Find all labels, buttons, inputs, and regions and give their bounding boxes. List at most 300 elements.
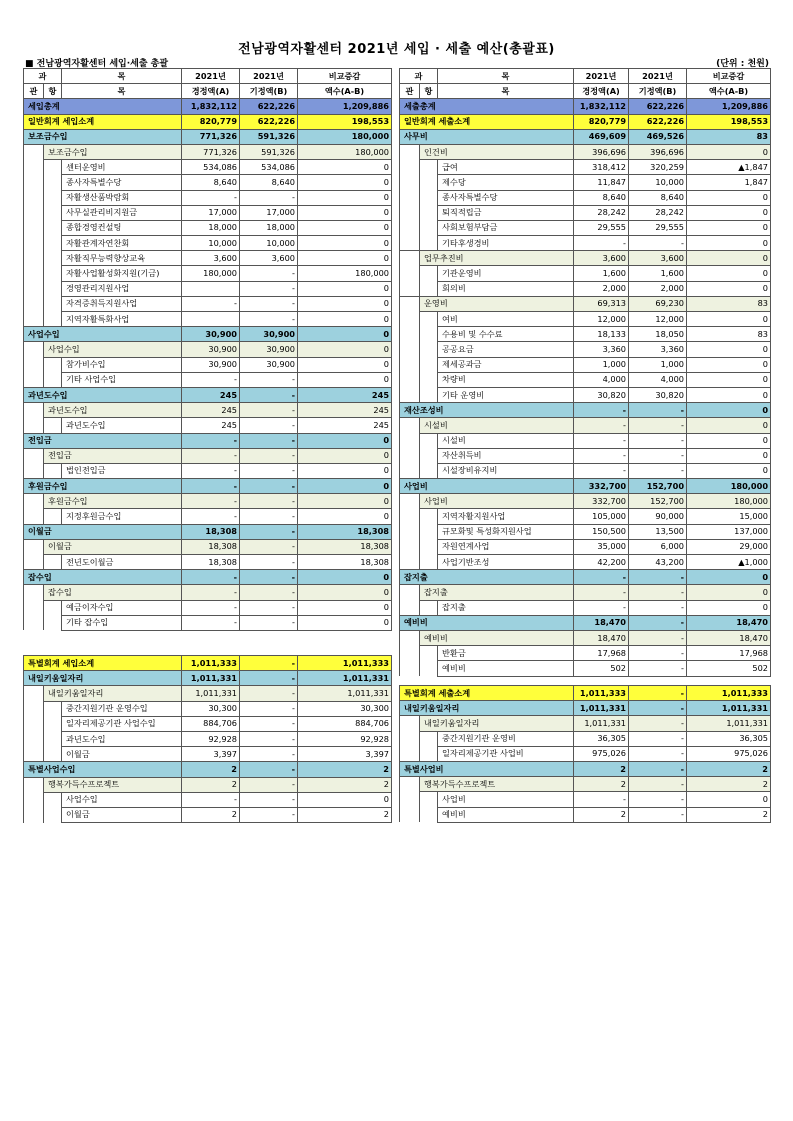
- amount-existing: -: [240, 418, 298, 433]
- amount-revised: 30,900: [182, 357, 240, 372]
- amount-existing: 4,000: [629, 372, 687, 387]
- amount-revised: 2: [574, 761, 629, 776]
- amount-revised: -: [182, 479, 240, 494]
- row-label: 종사자특별수당: [438, 190, 574, 205]
- indent-cell: [24, 686, 44, 701]
- indent-cell: [420, 175, 438, 190]
- table-row: [24, 114, 392, 129]
- table-row: [400, 281, 771, 296]
- table-row: [24, 656, 392, 671]
- row-label: 사업수입: [62, 792, 182, 807]
- amount-revised: 35,000: [574, 539, 629, 554]
- table-row: [24, 686, 392, 701]
- amount-existing: -: [629, 615, 687, 630]
- indent-cell: [44, 555, 62, 570]
- table-row: [24, 190, 392, 205]
- amount-difference: 0: [687, 144, 771, 159]
- amount-difference: 180,000: [298, 129, 392, 144]
- indent-cell: [400, 716, 420, 731]
- indent-cell: [24, 342, 44, 357]
- indent-cell: [400, 418, 420, 433]
- amount-existing: 152,700: [629, 479, 687, 494]
- row-label: 특별사업수입: [24, 762, 182, 777]
- amount-difference: 975,026: [687, 746, 771, 761]
- amount-revised: 2: [182, 807, 240, 822]
- amount-existing: -: [629, 630, 687, 645]
- row-label: 세입총계: [24, 99, 182, 114]
- table-row: [400, 448, 771, 463]
- amount-difference: 0: [298, 792, 392, 807]
- table-row: [400, 570, 771, 585]
- amount-existing: -: [629, 746, 687, 761]
- table-row: [400, 630, 771, 645]
- amount-difference: 1,209,886: [298, 99, 392, 114]
- indent-cell: [400, 661, 420, 676]
- indent-cell: [420, 372, 438, 387]
- amount-difference: 18,470: [687, 615, 771, 630]
- row-label: 지역자활지원사업: [438, 509, 574, 524]
- amount-revised: 332,700: [574, 479, 629, 494]
- indent-cell: [420, 746, 438, 761]
- amount-revised: 3,360: [574, 342, 629, 357]
- amount-difference: 2: [298, 777, 392, 792]
- amount-difference: 0: [298, 433, 392, 448]
- indent-cell: [420, 600, 438, 615]
- amount-revised: 30,900: [182, 342, 240, 357]
- indent-cell: [420, 205, 438, 220]
- amount-existing: -: [240, 403, 298, 418]
- row-label: 종합경영컨설팅: [62, 220, 182, 235]
- table-row: [400, 746, 771, 761]
- indent-cell: [420, 387, 438, 402]
- table-row: [24, 539, 392, 554]
- amount-difference: 2: [298, 762, 392, 777]
- table-row: [24, 524, 392, 539]
- table-row: [24, 296, 392, 311]
- indent-cell: [400, 539, 420, 554]
- table-row: [400, 190, 771, 205]
- amount-difference: 0: [687, 792, 771, 807]
- indent-cell: [400, 387, 420, 402]
- amount-difference: 0: [687, 281, 771, 296]
- page-title: 전남광역자활센터 2021년 세입 · 세출 예산(총괄표): [238, 42, 555, 57]
- amount-existing: -: [240, 312, 298, 327]
- indent-cell: [420, 661, 438, 676]
- row-label: 지정후원금수입: [62, 509, 182, 524]
- indent-cell: [44, 312, 62, 327]
- indent-cell: [400, 792, 420, 807]
- indent-cell: [24, 494, 44, 509]
- table-row: [400, 509, 771, 524]
- amount-existing: 13,500: [629, 524, 687, 539]
- amount-existing: 29,555: [629, 220, 687, 235]
- indent-cell: [24, 251, 44, 266]
- expense-table: [399, 68, 771, 677]
- header-year-a: 2021년: [574, 69, 629, 84]
- amount-revised: 36,305: [574, 731, 629, 746]
- amount-existing: -: [240, 463, 298, 478]
- header-diff: 액수(A-B): [687, 84, 771, 99]
- row-label: 예비비: [438, 661, 574, 676]
- table-row: [400, 296, 771, 311]
- amount-existing: -: [629, 600, 687, 615]
- amount-difference: 180,000: [687, 479, 771, 494]
- amount-existing: 8,640: [240, 175, 298, 190]
- indent-cell: [44, 600, 62, 615]
- header-row-top: [400, 69, 771, 84]
- amount-existing: 320,259: [629, 160, 687, 175]
- amount-revised: 820,779: [182, 114, 240, 129]
- amount-revised: 2: [182, 762, 240, 777]
- amount-existing: 30,900: [240, 327, 298, 342]
- indent-cell: [420, 160, 438, 175]
- amount-revised: 1,011,333: [182, 656, 240, 671]
- header-year-b: 2021년: [629, 69, 687, 84]
- table-row: [24, 731, 392, 746]
- amount-revised: 8,640: [574, 190, 629, 205]
- indent-cell: [44, 160, 62, 175]
- amount-existing: 622,226: [629, 114, 687, 129]
- indent-cell: [400, 600, 420, 615]
- amount-existing: -: [629, 646, 687, 661]
- indent-cell: [24, 555, 44, 570]
- table-row: [24, 266, 392, 281]
- amount-revised: -: [574, 433, 629, 448]
- indent-cell: [420, 555, 438, 570]
- indent-cell: [24, 463, 44, 478]
- amount-existing: 30,900: [240, 342, 298, 357]
- row-label: 규모화및 특성화지원사업: [438, 524, 574, 539]
- row-label: 사무비: [400, 129, 574, 144]
- amount-difference: 0: [687, 387, 771, 402]
- amount-revised: 180,000: [182, 266, 240, 281]
- row-label: 차량비: [438, 372, 574, 387]
- amount-difference: 884,706: [298, 716, 392, 731]
- amount-existing: -: [240, 777, 298, 792]
- table-row: [400, 312, 771, 327]
- amount-difference: 1,011,331: [298, 671, 392, 686]
- amount-difference: 0: [298, 479, 392, 494]
- table-row: [400, 731, 771, 746]
- indent-cell: [24, 615, 44, 630]
- indent-cell: [420, 731, 438, 746]
- table-row: [400, 266, 771, 281]
- indent-cell: [420, 266, 438, 281]
- amount-revised: -: [182, 600, 240, 615]
- row-label: 잡지출: [420, 585, 574, 600]
- indent-cell: [400, 372, 420, 387]
- row-label: 이월금: [62, 807, 182, 822]
- table-row: [400, 327, 771, 342]
- amount-revised: -: [574, 600, 629, 615]
- amount-difference: 180,000: [687, 494, 771, 509]
- amount-existing: 2,000: [629, 281, 687, 296]
- row-label: 사업기반조성: [438, 555, 574, 570]
- header-row-top: [24, 69, 392, 84]
- amount-difference: 245: [298, 387, 392, 402]
- amount-difference: 1,011,331: [298, 686, 392, 701]
- amount-difference: 0: [687, 433, 771, 448]
- row-label: 특별회계 세입소계: [24, 656, 182, 671]
- amount-revised: 12,000: [574, 312, 629, 327]
- indent-cell: [24, 777, 44, 792]
- amount-difference: 1,847: [687, 175, 771, 190]
- amount-existing: -: [240, 701, 298, 716]
- amount-existing: 6,000: [629, 539, 687, 554]
- row-label: 특별사업비: [400, 761, 574, 776]
- amount-existing: 18,050: [629, 327, 687, 342]
- indent-cell: [400, 777, 420, 792]
- row-label: 전입금: [44, 448, 182, 463]
- header-mok: 목: [62, 84, 182, 99]
- amount-revised: [182, 312, 240, 327]
- amount-existing: -: [240, 509, 298, 524]
- indent-cell: [24, 357, 44, 372]
- table-row: [400, 144, 771, 159]
- table-row: [24, 372, 392, 387]
- amount-revised: 30,820: [574, 387, 629, 402]
- indent-cell: [24, 701, 44, 716]
- amount-revised: 2: [574, 807, 629, 822]
- indent-cell: [420, 281, 438, 296]
- indent-cell: [24, 418, 44, 433]
- amount-existing: 3,600: [629, 251, 687, 266]
- indent-cell: [24, 175, 44, 190]
- header-hang: 항: [420, 84, 438, 99]
- amount-existing: 69,230: [629, 296, 687, 311]
- table-row: [24, 463, 392, 478]
- amount-existing: -: [629, 463, 687, 478]
- row-label: 제수당: [438, 175, 574, 190]
- amount-revised: 1,011,333: [574, 686, 629, 701]
- amount-existing: 8,640: [629, 190, 687, 205]
- amount-existing: -: [240, 600, 298, 615]
- amount-existing: -: [240, 762, 298, 777]
- header-amount-a: 경정액(A): [574, 84, 629, 99]
- table-row: [24, 585, 392, 600]
- amount-existing: 396,696: [629, 144, 687, 159]
- amount-existing: -: [240, 479, 298, 494]
- row-label: 잡지출: [400, 570, 574, 585]
- row-label: 종사자특별수당: [62, 175, 182, 190]
- amount-revised: 2: [574, 777, 629, 792]
- row-label: 내일키움일자리: [44, 686, 182, 701]
- amount-difference: 0: [298, 190, 392, 205]
- header-amount-b: 기정액(B): [240, 84, 298, 99]
- indent-cell: [24, 585, 44, 600]
- row-label: 특별회계 세출소계: [400, 686, 574, 701]
- table-row: [24, 327, 392, 342]
- table-row: [400, 615, 771, 630]
- header-amount-a: 경정액(A): [182, 84, 240, 99]
- indent-cell: [420, 327, 438, 342]
- amount-existing: -: [629, 433, 687, 448]
- amount-existing: -: [240, 792, 298, 807]
- indent-cell: [24, 190, 44, 205]
- amount-revised: -: [182, 494, 240, 509]
- indent-cell: [400, 494, 420, 509]
- amount-existing: 3,360: [629, 342, 687, 357]
- amount-existing: -: [629, 761, 687, 776]
- amount-difference: 0: [298, 327, 392, 342]
- table-row: [400, 600, 771, 615]
- table-row: [24, 357, 392, 372]
- amount-difference: ▲1,847: [687, 160, 771, 175]
- row-label: 반환금: [438, 646, 574, 661]
- amount-revised: -: [574, 418, 629, 433]
- amount-revised: 17,000: [182, 205, 240, 220]
- amount-revised: 18,470: [574, 630, 629, 645]
- amount-difference: 0: [687, 372, 771, 387]
- amount-existing: -: [629, 236, 687, 251]
- amount-existing: -: [629, 807, 687, 822]
- indent-cell: [400, 266, 420, 281]
- row-label: 과년도수입: [62, 731, 182, 746]
- amount-existing: -: [240, 190, 298, 205]
- amount-revised: -: [182, 615, 240, 630]
- table-row: [400, 433, 771, 448]
- amount-difference: 0: [687, 266, 771, 281]
- amount-existing: 591,326: [240, 144, 298, 159]
- indent-cell: [44, 418, 62, 433]
- amount-difference: 36,305: [687, 731, 771, 746]
- amount-revised: 2,000: [574, 281, 629, 296]
- amount-revised: 18,470: [574, 615, 629, 630]
- amount-existing: 469,526: [629, 129, 687, 144]
- indent-cell: [420, 312, 438, 327]
- amount-existing: 3,600: [240, 251, 298, 266]
- indent-cell: [44, 220, 62, 235]
- amount-difference: 29,000: [687, 539, 771, 554]
- amount-existing: -: [240, 296, 298, 311]
- table-row: [24, 312, 392, 327]
- table-row: [24, 570, 392, 585]
- row-label: 세출총계: [400, 99, 574, 114]
- row-label: 기타 운영비: [438, 387, 574, 402]
- row-label: 보조금수입: [44, 144, 182, 159]
- row-label: 잡지출: [438, 600, 574, 615]
- amount-revised: 1,011,331: [182, 671, 240, 686]
- indent-cell: [400, 220, 420, 235]
- row-label: 업무추진비: [420, 251, 574, 266]
- table-row: [24, 600, 392, 615]
- amount-revised: 42,200: [574, 555, 629, 570]
- amount-difference: 1,209,886: [687, 99, 771, 114]
- indent-cell: [24, 205, 44, 220]
- amount-difference: 0: [687, 418, 771, 433]
- amount-difference: 0: [687, 357, 771, 372]
- amount-revised: 1,832,112: [182, 99, 240, 114]
- header-row-bottom: [24, 84, 392, 99]
- indent-cell: [44, 716, 62, 731]
- amount-existing: -: [240, 433, 298, 448]
- amount-difference: 0: [298, 448, 392, 463]
- indent-cell: [24, 448, 44, 463]
- table-row: [400, 479, 771, 494]
- row-label: 자격증취득지원사업: [62, 296, 182, 311]
- amount-existing: 1,000: [629, 357, 687, 372]
- table-row: [400, 114, 771, 129]
- amount-revised: 18,308: [182, 539, 240, 554]
- table-row: [400, 357, 771, 372]
- header-gwan: 관: [24, 84, 44, 99]
- indent-cell: [420, 807, 438, 822]
- amount-difference: 15,000: [687, 509, 771, 524]
- table-row: [400, 777, 771, 792]
- indent-cell: [24, 403, 44, 418]
- indent-cell: [400, 312, 420, 327]
- indent-cell: [24, 731, 44, 746]
- row-label: 자원연계사업: [438, 539, 574, 554]
- header-hang: 항: [44, 84, 62, 99]
- indent-cell: [420, 433, 438, 448]
- indent-cell: [24, 792, 44, 807]
- row-label: 예비비: [438, 807, 574, 822]
- amount-revised: 17,968: [574, 646, 629, 661]
- row-label: 일자리제공기관 사업비: [438, 746, 574, 761]
- indent-cell: [44, 701, 62, 716]
- table-row: [400, 463, 771, 478]
- table-row: [24, 671, 392, 686]
- indent-cell: [400, 327, 420, 342]
- indent-cell: [44, 281, 62, 296]
- amount-revised: 92,928: [182, 731, 240, 746]
- amount-difference: 0: [298, 615, 392, 630]
- indent-cell: [400, 630, 420, 645]
- amount-revised: 1,011,331: [574, 716, 629, 731]
- amount-existing: -: [240, 555, 298, 570]
- row-label: 경영관리지원사업: [62, 281, 182, 296]
- row-label: 사업비: [400, 479, 574, 494]
- table-row: [400, 646, 771, 661]
- indent-cell: [400, 175, 420, 190]
- amount-revised: 534,086: [182, 160, 240, 175]
- amount-difference: 2: [687, 761, 771, 776]
- amount-difference: 18,308: [298, 555, 392, 570]
- amount-revised: -: [182, 372, 240, 387]
- table-row: [24, 144, 392, 159]
- table-row: [24, 403, 392, 418]
- row-label: 시설비: [438, 433, 574, 448]
- row-label: 기관운영비: [438, 266, 574, 281]
- amount-difference: 0: [298, 205, 392, 220]
- amount-difference: 3,397: [298, 747, 392, 762]
- table-row: [400, 99, 771, 114]
- row-label: 제세공과금: [438, 357, 574, 372]
- row-label: 회의비: [438, 281, 574, 296]
- amount-existing: -: [629, 686, 687, 701]
- table-row: [400, 686, 771, 701]
- table-row: [400, 494, 771, 509]
- indent-cell: [400, 160, 420, 175]
- table-row: [24, 716, 392, 731]
- indent-cell: [24, 747, 44, 762]
- table-row: [24, 555, 392, 570]
- amount-existing: 534,086: [240, 160, 298, 175]
- amount-revised: 502: [574, 661, 629, 676]
- row-label: 예비비: [400, 615, 574, 630]
- amount-revised: -: [574, 463, 629, 478]
- indent-cell: [44, 807, 62, 822]
- row-label: 수용비 및 수수료: [438, 327, 574, 342]
- amount-revised: 150,500: [574, 524, 629, 539]
- table-row: [400, 160, 771, 175]
- indent-cell: [400, 205, 420, 220]
- indent-cell: [400, 190, 420, 205]
- row-label: 자산취득비: [438, 448, 574, 463]
- amount-difference: 0: [687, 570, 771, 585]
- row-label: 일반회계 세출소계: [400, 114, 574, 129]
